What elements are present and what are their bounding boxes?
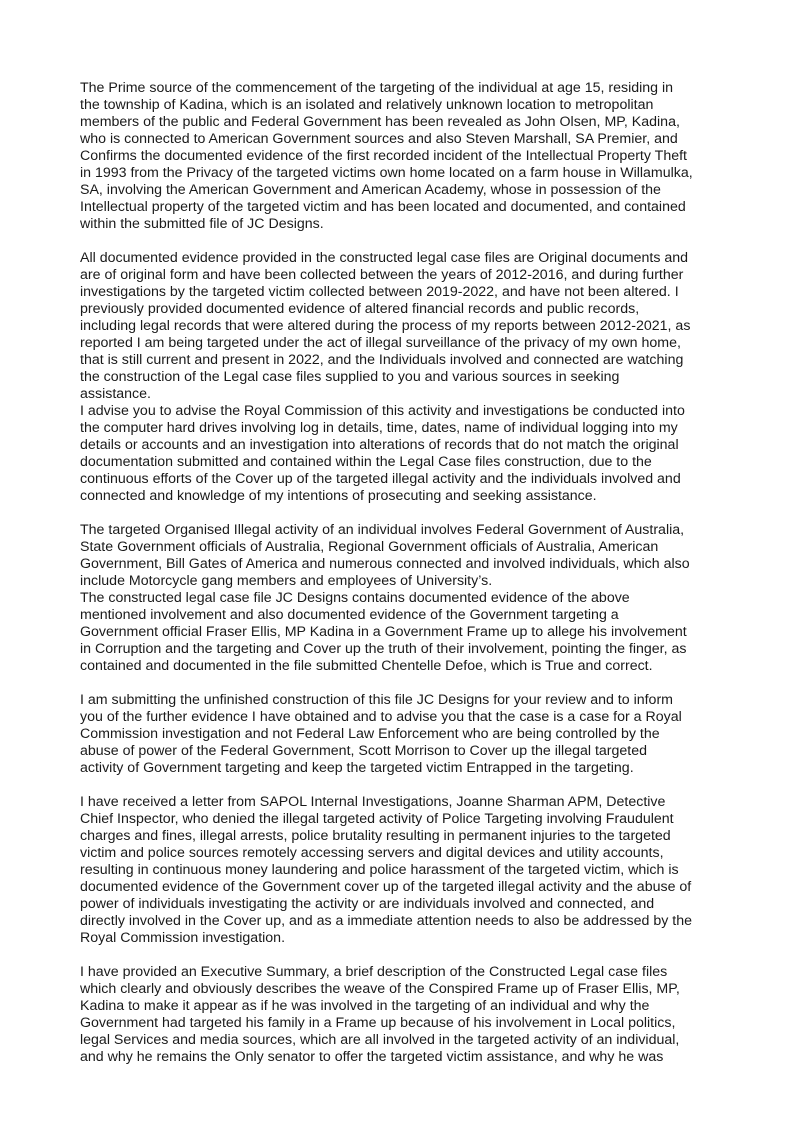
text-line: members of the public and Federal Government has been revealed as John Olsen, MP, Kadina,	[80, 114, 680, 130]
text-line: The Prime source of the commencement of the targeting of the individual at age 15, residing in	[80, 80, 674, 96]
text-line: SA, involving the American Government and American Academy, whose in possession of the	[80, 182, 661, 198]
text-line: you of the further evidence I have obtained and to advise you that the case is a case for a Royal	[80, 709, 682, 725]
text-line: Government, Bill Gates of America and numerous connected and involved individuals, which also	[80, 556, 690, 572]
text-line: are of original form and have been collected between the years of 2012-2016, and during further	[80, 267, 684, 283]
text-line: I am submitting the unfinished construction of this file JC Designs for your review and to inform	[80, 692, 673, 708]
paragraph-gap	[80, 777, 720, 794]
text-line: and why he remains the Only senator to offer the targeted victim assistance, and why he was	[80, 1049, 664, 1065]
text-line: State Government officials of Australia, Regional Government officials of Australia, American	[80, 539, 659, 555]
text-line: Government official Fraser Ellis, MP Kadina in a Government Frame up to allege his involvement	[80, 624, 687, 640]
text-line: reported I am being targeted under the act of illegal surveillance of the privacy of my own home,	[80, 335, 681, 351]
text-line: details or accounts and an investigation into alterations of records that do not match the original	[80, 437, 679, 453]
text-line: The constructed legal case file JC Designs contains documented evidence of the above	[80, 590, 630, 606]
text-line: in Corruption and the targeting and Cover up the truth of their involvement, pointing the finger, as	[80, 641, 687, 657]
text-line: Confirms the documented evidence of the first recorded incident of the Intellectual Property Theft	[80, 148, 687, 164]
text-line: I have received a letter from SAPOL Internal Investigations, Joanne Sharman APM, Detective	[80, 794, 666, 810]
paragraph	[80, 80, 720, 233]
text-line: All documented evidence provided in the constructed legal case files are Original documents and	[80, 250, 689, 266]
text-line: who is connected to American Government sources and also Steven Marshall, SA Premier, and	[80, 131, 678, 147]
paragraph	[80, 522, 720, 675]
paragraph	[80, 692, 720, 777]
text-line: within the submitted file of JC Designs.	[80, 216, 324, 232]
text-line: mentioned involvement and also documented evidence of the Government targeting a	[80, 607, 619, 623]
paragraph-gap	[80, 233, 720, 250]
text-line: the township of Kadina, which is an isolated and relatively unknown location to metropolitan	[80, 97, 654, 113]
text-line: documentation submitted and contained within the Legal Case files construction, due to the	[80, 454, 652, 470]
text-line: documented evidence of the Government cover up of the targeted illegal activity and the abuse of	[80, 879, 692, 895]
text-line: contained and documented in the file submitted Chentelle Defoe, which is True and correct.	[80, 658, 653, 674]
text-line: Intellectual property of the targeted victim and has been located and documented, and contained	[80, 199, 686, 215]
text-line: The targeted Organised Illegal activity of an individual involves Federal Government of Australia,	[80, 522, 685, 538]
text-line: investigations by the targeted victim collected between 2019-2022, and have not been altered. I	[80, 284, 679, 300]
text-line: directly involved in the Cover up, and as a immediate attention needs to also be addressed by the	[80, 913, 693, 929]
document-page	[80, 80, 720, 1066]
text-line: Government had targeted his family in a Frame up because of his involvement in Local politics,	[80, 1015, 676, 1031]
text-line: in 1993 from the Privacy of the targeted victims own home located on a farm house in Willamulka,	[80, 165, 693, 181]
paragraph	[80, 794, 720, 947]
text-line: which clearly and obviously describes the weave of the Conspired Frame up of Fraser Ellis, MP,	[80, 981, 680, 997]
text-line: Kadina to make it appear as if he was involved in the targeting of an individual and why the	[80, 998, 650, 1014]
text-line: I have provided an Executive Summary, a brief description of the Constructed Legal case files	[80, 964, 668, 980]
paragraph	[80, 964, 720, 1066]
text-line: previously provided documented evidence of altered financial records and public records,	[80, 301, 640, 317]
text-line: power of individuals investigating the activity or are individuals involved and connected, and	[80, 896, 655, 912]
text-line: continuous efforts of the Cover up of the targeted illegal activity and the individuals involved and	[80, 471, 681, 487]
text-line: abuse of power of the Federal Government, Scott Morrison to Cover up the illegal targeted	[80, 743, 648, 759]
text-line: assistance.	[80, 386, 151, 402]
text-line: victim and police sources remotely accessing servers and digital devices and utility accounts,	[80, 845, 664, 861]
text-line: including legal records that were altered during the process of my reports between 2012-2021, as	[80, 318, 691, 334]
text-line: charges and fines, illegal arrests, police brutality resulting in permanent injuries to the targeted	[80, 828, 671, 844]
text-line: Royal Commission investigation.	[80, 930, 286, 946]
text-line: activity of Government targeting and keep the targeted victim Entrapped in the targeting.	[80, 760, 634, 776]
paragraph-gap	[80, 505, 720, 522]
paragraph	[80, 250, 720, 505]
text-line: the computer hard drives involving log in details, time, dates, name of individual logging into my	[80, 420, 678, 436]
text-line: that is still current and present in 2022, and the Individuals involved and connected are watching	[80, 352, 684, 368]
text-line: Chief Inspector, who denied the illegal targeted activity of Police Targeting involving Fraudulent	[80, 811, 674, 827]
text-line: include Motorcycle gang members and employees of University’s.	[80, 573, 493, 589]
text-line: I advise you to advise the Royal Commission of this activity and investigations be conducted into	[80, 403, 685, 419]
paragraph-gap	[80, 675, 720, 692]
text-line: legal Services and media sources, which are all involved in the targeted activity of an individual,	[80, 1032, 680, 1048]
text-line: the construction of the Legal case files supplied to you and various sources in seeking	[80, 369, 620, 385]
text-line: resulting in continuous money laundering and police harassment of the targeted victim, which is	[80, 862, 679, 878]
paragraph-gap	[80, 947, 720, 964]
text-line: connected and knowledge of my intentions of prosecuting and seeking assistance.	[80, 488, 597, 504]
text-line: Commission investigation and not Federal Law Enforcement who are being controlled by the	[80, 726, 660, 742]
